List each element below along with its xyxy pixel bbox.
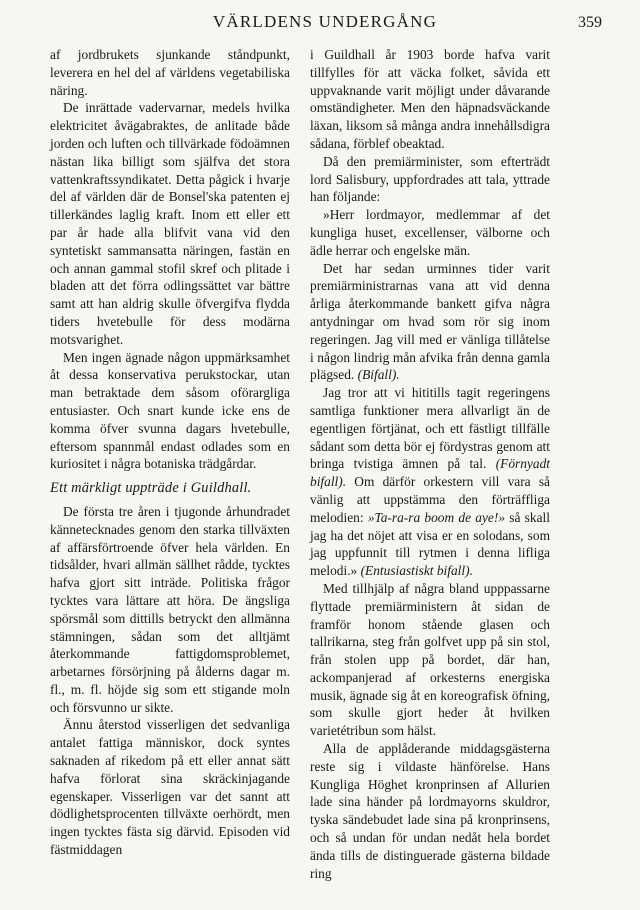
paragraph: De inrättade vadervarnar, medels hvilka elektricitet åvägabraktes, de anlitade både jorden och luften och tillvärkade födoämnen nästan lika billigt som själfva det stora vattenkraftssyndikatet. Detta pågick i hvarje del af världen där de Bonsel'ska patenten ej tillerkändes laglig kraft. Inom ett eller ett par år hade alla blifvit vana vid den syntetiskt sammansatta näringen, fastän en och annan gammal stofil skref och plitade i bladen att det förra odlingssättet var bättre samt att han aldrig skulle öfvergifva flydda tiders hvetebulle för dess modärna motsvarighet. <box>50 100 290 347</box>
paragraph <box>310 260 550 385</box>
paragraph: Ännu återstod visserligen det sedvanliga antalet fattiga människor, dock syntes saknaden af rikedom på ett eller annat sätt hafva förlorat sina skräckinjagande egenskaper. Visserligen var det sannt att dödlighetsprocenten tillväxte oerhördt, men ingen tycktes fästa sig därvid. Episoden vid fästmiddagen <box>50 717 290 858</box>
left-column <box>50 46 290 859</box>
section-heading: Ett märkligt uppträde i Guildhall. <box>50 480 252 497</box>
page-number: 359 <box>578 14 602 31</box>
paragraph-text: Om därför orkestern vill vara så vänlig att uppstämma den förträffliga melodien: <box>310 474 550 525</box>
running-title: VÄRLDENS UNDERGÅNG <box>212 12 438 31</box>
paragraph: De första tre åren i tjugonde århundradet kännetecknades genom den starka tillväxten af affärsförtroende öfver hela världen. En tidsålder, hvari allmän sällhet rådde, tycktes hafva gjort sitt inträde. Politiska frågor tycktes vara lättare att höra. De ängsliga spörsmål som dittills betryckt den allmänna stämningen, sådan som det alltjämt återkommande fattigdomsproblemet, arbetarnes försörjning på ålderns dagar m. fl., m. fl. höjde sig som ett stigande moln och försvunno ur sikte. <box>50 503 290 715</box>
paragraph: Alla de applåderande middagsgästerna reste sig i vildaste hänförelse. Hans Kungliga Höghet kronprinsen af Allurien lade sina händer på lordmayorns skuldror, tyska sändebudet lade sina på kronprinsens, och så undan för undan nedåt hela bordet ända tills de distinguerade gästerna bildade ring <box>310 741 550 881</box>
audience-reaction: (Bifall). <box>357 367 400 383</box>
paragraph <box>310 384 550 580</box>
paragraph: i Guildhall år 1903 borde hafva varit tillfylles för att väcka folket, såvida ett uppvaknande varit möjligt under dåvarande omständigheter. Men den häpnadsväckande läxan, liksom så många andra innehållsdigra sådana, förblef obeaktad. <box>310 47 550 151</box>
audience-reaction: (Förnyadt bifall). <box>310 456 550 490</box>
paragraph: af jordbrukets sjunkande ståndpunkt, leverera en hel del af världens vegetabiliska näring. <box>50 47 290 98</box>
right-column <box>310 46 550 882</box>
paragraph-text: Det har sedan urminnes tider varit premiärministrarnas vana att vid denna årliga återkommande bankett gifva några antydningar om hvad som rör sig inom regeringen. Jag vill med er vänliga tillåtelse i någon lindrig mån afvika från denna gamla plägsed. <box>310 260 550 383</box>
paragraph-text: så skall jag ha det nöjet att visa er en solodans, som jag uppfunnit till rytmen i denna lifliga melodi.» <box>310 509 550 579</box>
page-header <box>48 12 602 38</box>
audience-reaction: (Entusiastiskt bifall). <box>360 563 473 579</box>
paragraph: »Herr lordmayor, medlemmar af det kungliga huset, excellenser, välborne och ädle herrar och engelske män. <box>310 207 550 258</box>
paragraph-text: Jag tror att vi hititills tagit regeringens samtliga funktioner mera allvarligt än de egentligen förtjänat, och ett fästligt tillfälle sådant som detta bör ej fördystras genom att bringa tvistiga ämnen på tal. <box>310 385 550 472</box>
paragraph: Då den premiärminister, som efterträdt lord Salisbury, uppfordrades att tala, yttrade han följande: <box>310 153 550 205</box>
song-title: »Ta-ra-ra boom de aye!» <box>367 509 506 525</box>
paragraph: Men ingen ägnade någon uppmärksamhet åt dessa konservativa perukstockar, utan man betraktade dem såsom oförargliga entusiaster. Och snart kunde icke ens de komma öfver svunna dagars hvetebulle, eftersom spannmål endast odlades som en kuriositet i några botaniska trädgårdar. <box>50 349 290 472</box>
paragraph: Med tillhjälp af några bland upppassarne flyttade premiärministern åt sidan de framför honom stående glasen och tallrikarna, steg från golfvet upp på sin stol, från stolen upp på bordet, där han, ackompanjerad af orkesterns energiska musik, ägnade sig åt en koreografisk öfning, som skulle gjort heder åt hvilken varietétribun som hälst. <box>310 580 550 739</box>
